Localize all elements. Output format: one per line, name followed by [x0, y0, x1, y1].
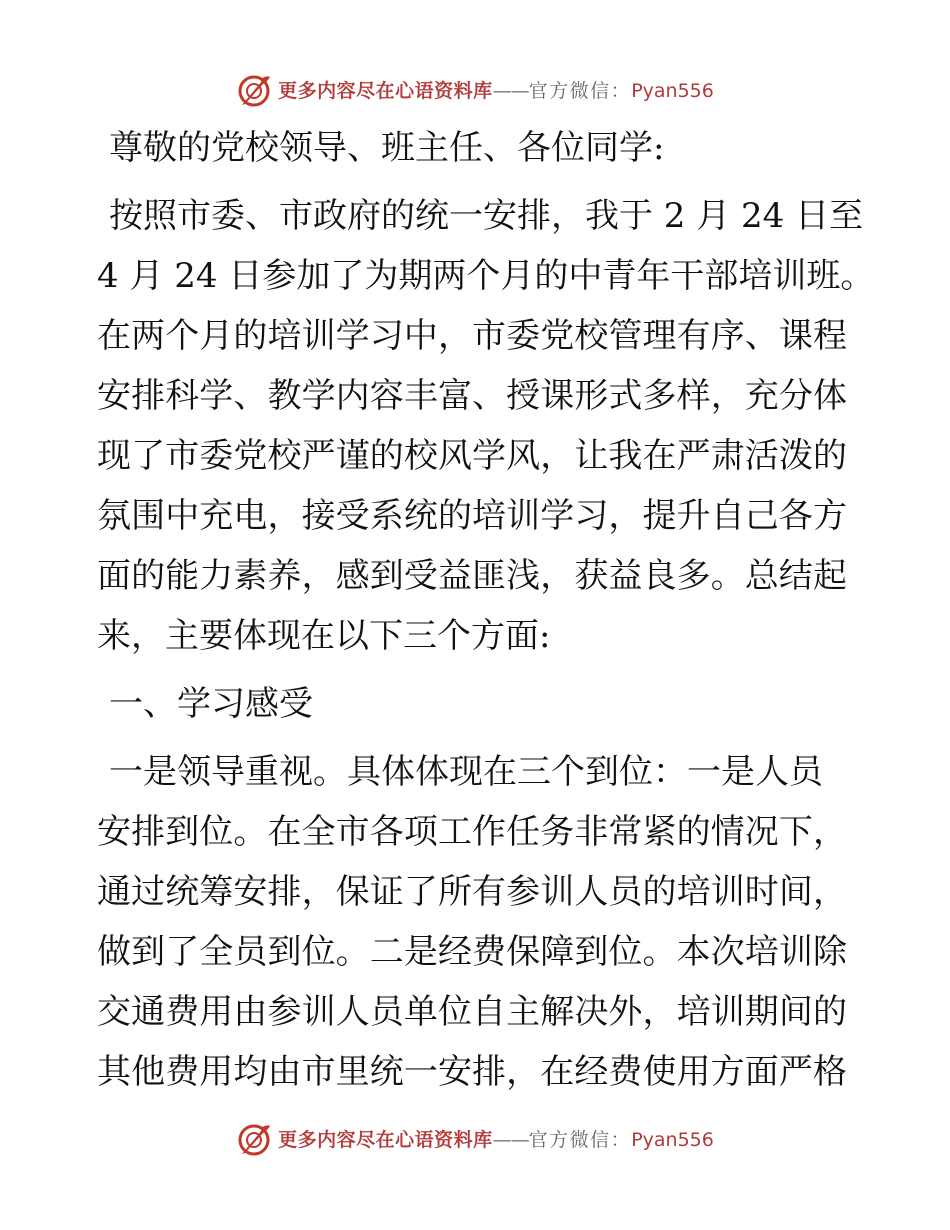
paragraph-line: 通过统筹安排，保证了所有参训人员的培训时间， [97, 872, 847, 912]
watermark-wechat-label: 官方微信： [528, 79, 632, 102]
paragraph-line: 氛围中充电，接受系统的培训学习，提升自己各方 [97, 496, 847, 536]
watermark-wechat-id: Pyan556 [631, 1128, 714, 1151]
paragraph-line: 4 月 24 日参加了为期两个月的中青年干部培训班。 [97, 256, 875, 296]
paragraph-line: 交通费用由参训人员单位自主解决外，培训期间的 [97, 992, 847, 1032]
paragraph-line: 安排科学、教学内容丰富、授课形式多样，充分体 [97, 376, 847, 416]
paragraph-line: 一是领导重视。具体体现在三个到位：一是人员 [109, 752, 823, 792]
watermark-header [0, 71, 950, 111]
section-heading: 一、学习感受 [109, 684, 313, 724]
watermark-site-text: 更多内容尽在心语资料库 [278, 79, 493, 102]
salutation: 尊敬的党校领导、班主任、各位同学: [109, 128, 665, 168]
red-quill-logo-icon [236, 73, 272, 109]
paragraph-line: 在两个月的培训学习中，市委党校管理有序、课程 [97, 316, 847, 356]
red-quill-logo-icon [236, 1122, 272, 1158]
document-body [97, 118, 875, 1102]
paragraph-line: 按照市委、市政府的统一安排，我于 2 月 24 日至 [109, 196, 864, 236]
watermark-site-text: 更多内容尽在心语资料库 [278, 1128, 493, 1151]
paragraph-line: 做到了全员到位。二是经费保障到位。本次培训除 [97, 932, 847, 972]
paragraph-line: 安排到位。在全市各项工作任务非常紧的情况下， [97, 812, 847, 852]
watermark-dash: —— [492, 1128, 529, 1151]
watermark-dash: —— [492, 79, 529, 102]
paragraph-line: 来，主要体现在以下三个方面: [97, 616, 551, 656]
paragraph-line: 现了市委党校严谨的校风学风，让我在严肃活泼的 [97, 436, 847, 476]
paragraph-line: 其他费用均由市里统一安排，在经费使用方面严格 [97, 1052, 847, 1092]
paragraph-line: 面的能力素养，感到受益匪浅，获益良多。总结起 [97, 556, 847, 596]
watermark-wechat-id: Pyan556 [631, 79, 714, 102]
watermark-wechat-label: 官方微信： [528, 1128, 632, 1151]
watermark-footer [0, 1120, 950, 1160]
